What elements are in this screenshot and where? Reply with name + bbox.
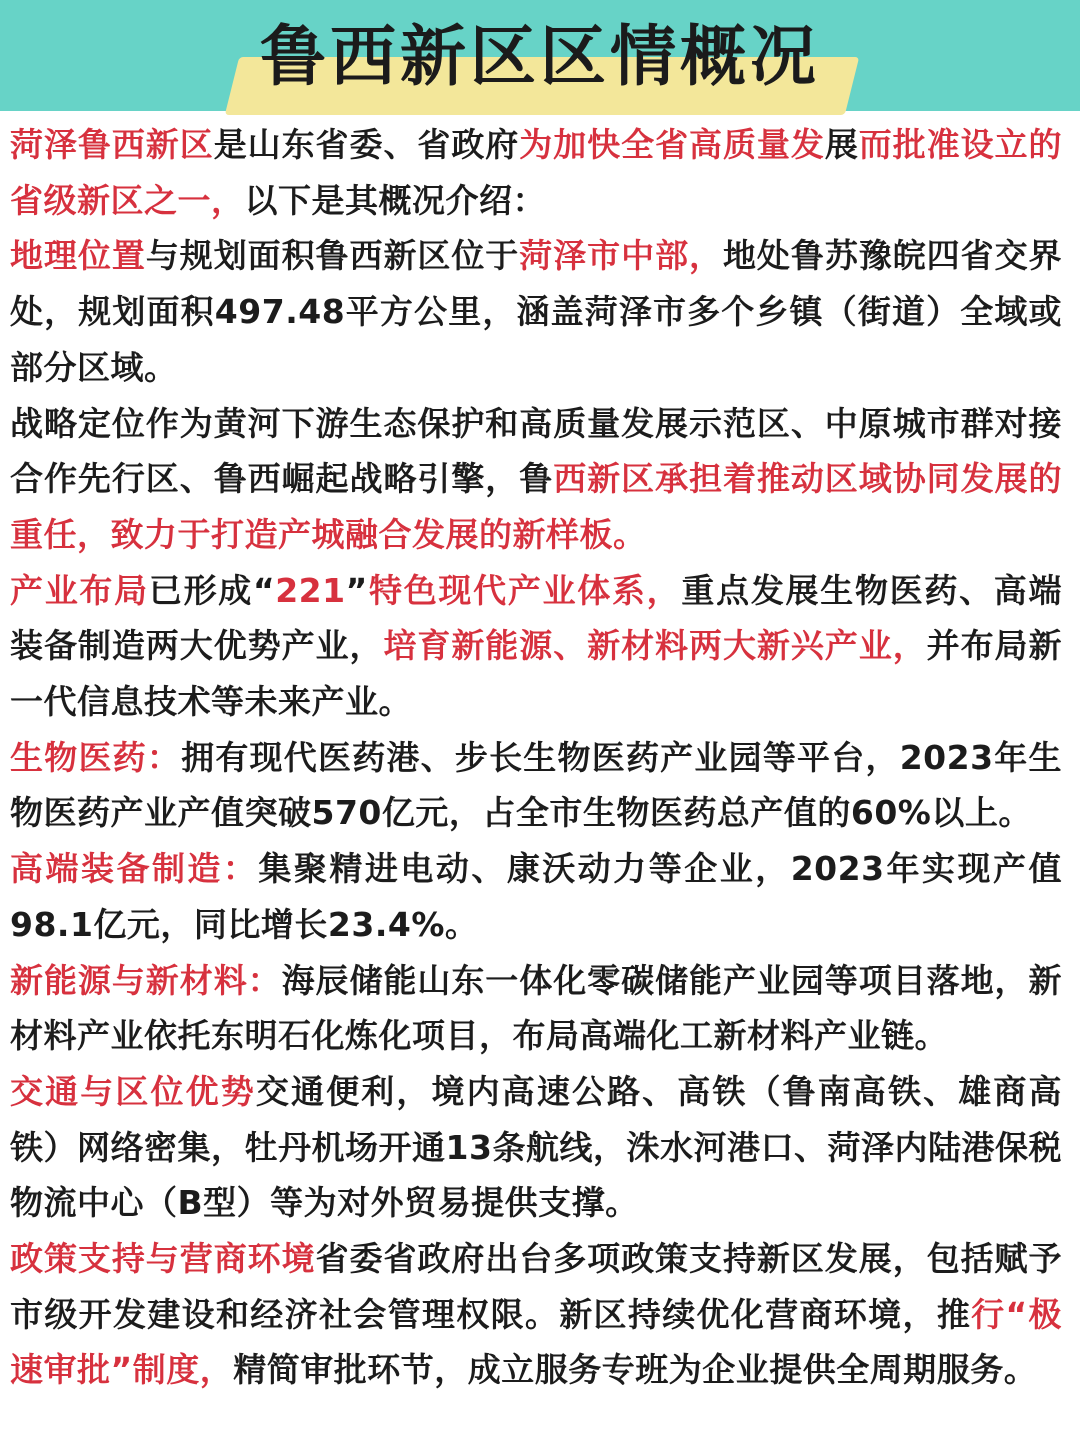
highlighted-text: 生物医药： [10, 737, 182, 777]
body-text: 并布局新一代信息技术等未来产业。 [10, 626, 1063, 722]
body-text: 是山东省委、省政府 [213, 125, 520, 164]
highlighted-text: 菏泽鲁西新区 [10, 125, 214, 164]
highlighted-text: 行“极速审批”制度， [10, 1294, 1062, 1390]
equipment-paragraph [10, 841, 1062, 952]
industry-paragraph [10, 563, 1062, 730]
body-text: 海辰储能山东一体化零碳储能产业园等项目落地，新材料产业依托东明石化炼化项目，布局高端化工新材料产业链。 [10, 960, 1063, 1056]
body-text: 重点发展生物医药、高端装备制造两大优势产业， [10, 570, 1063, 666]
body-text: 省委省政府出台多项政策支持新区发展，包括赋予市级开发建设和经济社会管理权限。新区持续优化营商环境，推 [10, 1239, 1063, 1334]
body-text: ” [345, 570, 368, 610]
highlighted-text: 而批准设立的省级新区之一， [10, 125, 1063, 220]
title-banner [0, 0, 1080, 111]
highlighted-text: 交通与区位优势 [10, 1071, 256, 1111]
body-text: 集聚精进电动、康沃动力等企业，2023年实现产值98.1亿元，同比增长23.4%。 [10, 849, 1063, 944]
body-text: 与规划面积鲁西新区位于 [145, 236, 520, 276]
highlighted-text: 培育新能源、新材料两大新兴产业， [383, 626, 927, 666]
highlighted-text: 政策支持与营商环境 [10, 1239, 316, 1279]
body-text: 交通便利，境内高速公路、高铁（鲁南高铁、雄商高铁）网络密集，牡丹机场开通13条航线，洙水河港口、菏泽内陆港保税物流中心（B型）等为对外贸易提供支撑。 [10, 1071, 1063, 1223]
highlighted-text: 西新区承担着推动区域协同发展的重任，致力于打造产城融合发展的新样板。 [10, 459, 1063, 554]
body-text: 已形成“ [148, 570, 276, 610]
body-text: 精简审批环节，成立服务专班为企业提供全周期服务。 [233, 1350, 1038, 1390]
highlighted-text: 221 [275, 570, 346, 610]
highlighted-text: 为加快全省高质量发 [519, 125, 825, 164]
transport-paragraph [10, 1064, 1062, 1231]
biomedicine-paragraph [10, 730, 1062, 841]
article-body [0, 111, 1080, 1398]
body-text: 展 [824, 125, 859, 164]
highlighted-text: 特色现代产业体系， [367, 570, 682, 610]
strategy-paragraph [10, 396, 1062, 563]
highlighted-text: 高端装备制造： [10, 849, 259, 889]
page-title: 鲁西新区区情概况 [260, 18, 820, 96]
body-text: 地处鲁苏豫皖四省交界处，规划面积497.48平方公里，涵盖菏泽市多个乡镇（街道）全域或部分区域。 [10, 236, 1063, 387]
highlighted-text: 新能源与新材料： [10, 960, 282, 1000]
policy-paragraph [10, 1231, 1062, 1398]
intro-paragraph [10, 117, 1062, 228]
body-text: 以下是其概况介绍： [244, 180, 546, 220]
body-text: 拥有现代医药港、步长生物医药产业园等平台，2023年生物医药产业产值突破570亿元，占全市生物医药总产值的60%以上。 [10, 737, 1062, 833]
title-wrap [238, 18, 842, 96]
highlighted-text: 产业布局 [10, 570, 149, 610]
geography-paragraph [10, 228, 1062, 395]
highlighted-text: 菏泽市中部， [519, 236, 723, 276]
highlighted-text: 地理位置 [10, 236, 146, 276]
energy-materials-paragraph [10, 953, 1062, 1064]
body-text: 战略定位作为黄河下游生态保护和高质量发展示范区、中原城市群对接合作先行区、鲁西崛起战略引擎，鲁 [10, 403, 1062, 499]
